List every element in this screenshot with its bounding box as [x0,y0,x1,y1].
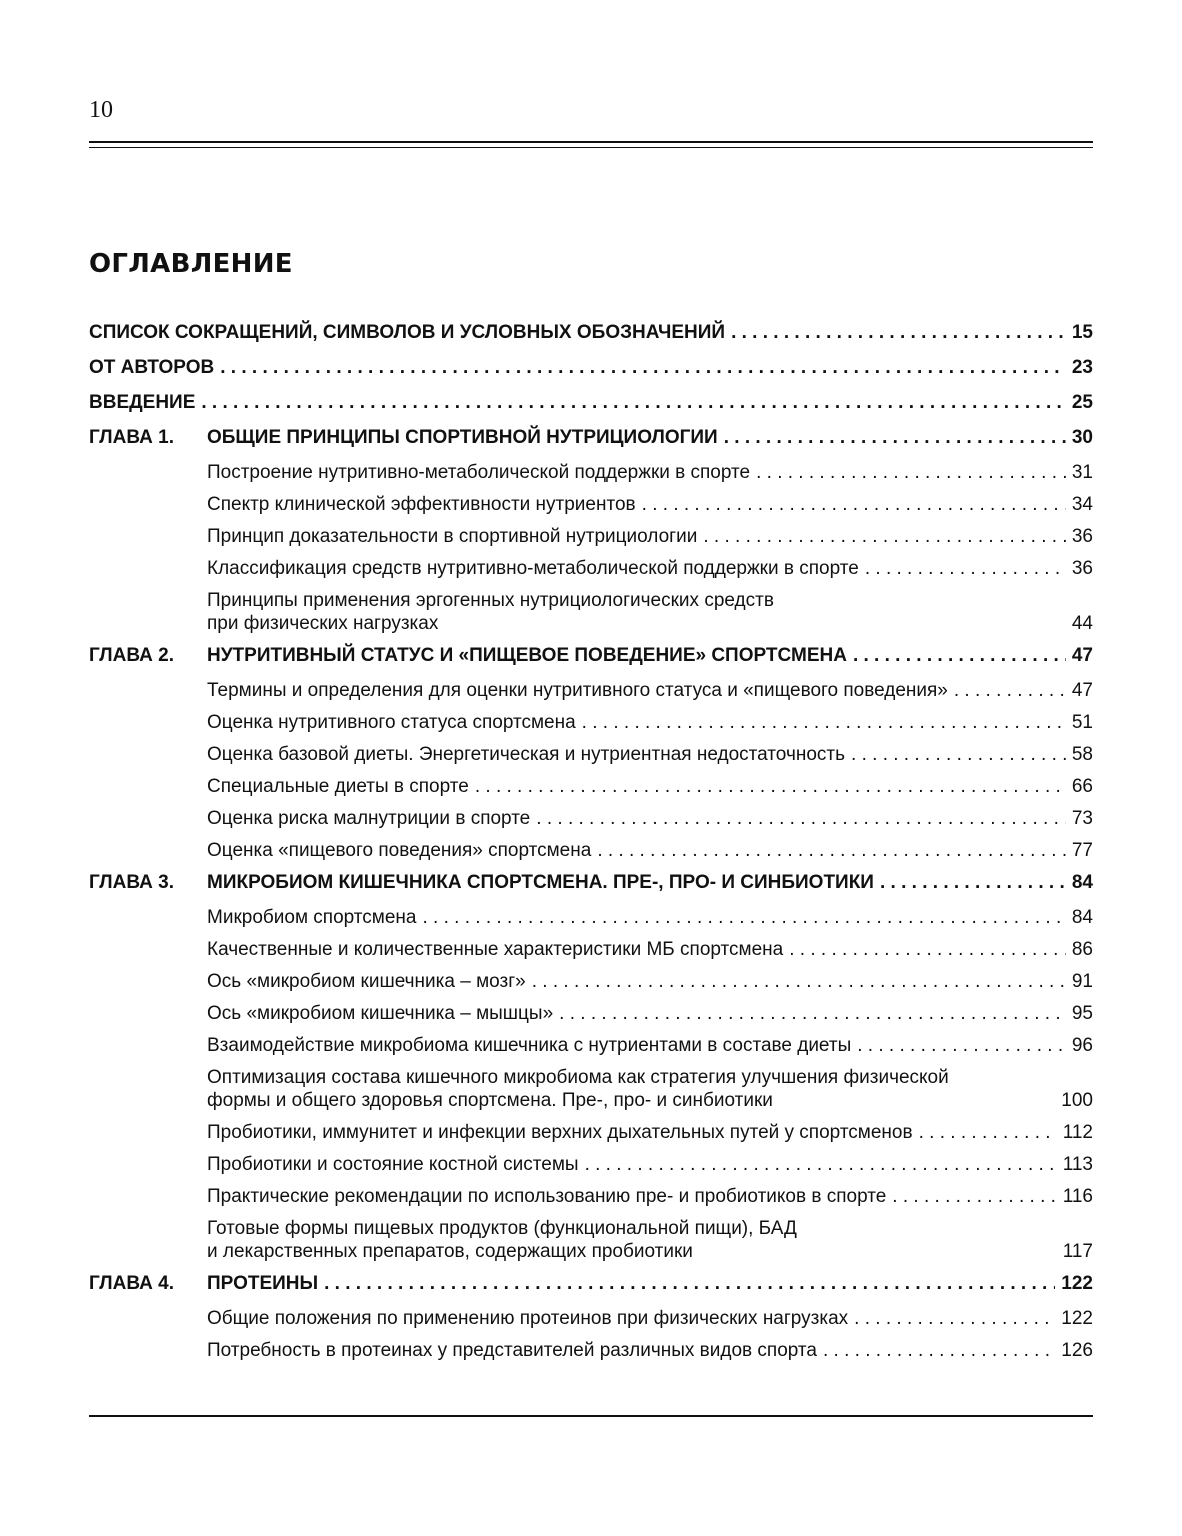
toc-section[interactable] [89,1121,1093,1144]
chapter-title: НУТРИТИВНЫЙ СТАТУС И «ПИЩЕВОЕ ПОВЕДЕНИЕ» СПОРТСМЕНА [207,645,847,666]
section-page: 116 [1062,1186,1093,1207]
toc-entry-page: 25 [1071,392,1093,413]
section-page: 31 [1071,462,1093,483]
toc-chapter-2[interactable] [89,644,1093,667]
section-page: 66 [1071,776,1093,797]
section-title-line1: Готовые формы пищевых продуктов (функциональной пищи), БАД [207,1218,797,1239]
section-page: 34 [1071,494,1093,515]
section-page: 44 [1071,613,1093,634]
toc-entry-title: СПИСОК СОКРАЩЕНИЙ, СИМВОЛОВ И УСЛОВНЫХ ОБОЗНАЧЕНИЙ [89,322,726,343]
dot-leader [865,557,1066,580]
toc-section[interactable] [89,711,1093,734]
chapter-title: ОБЩИЕ ПРИНЦИПЫ СПОРТИВНОЙ НУТРИЦИОЛОГИИ [207,427,718,448]
section-title: Построение нутритивно-метаболической поддержки в спорте [207,462,751,483]
page-number: 10 [89,97,113,123]
section-title: Термины и определения для оценки нутритивного статуса и «пищевого поведения» [207,680,948,701]
dot-leader [475,775,1066,798]
dot-leader [597,839,1066,862]
chapter-page: 84 [1071,872,1093,893]
chapter-page: 47 [1071,645,1093,666]
section-title: Оценка нутритивного статуса спортсмена [207,712,576,733]
section-title-line2: формы и общего здоровья спортсмена. Пре-, про- и синбиотики [207,1090,773,1111]
toc-section[interactable] [89,557,1093,580]
dot-leader [532,970,1066,993]
section-page: 73 [1071,808,1093,829]
chapter-page: 30 [1071,427,1093,448]
section-title: Специальные диеты в спорте [207,776,469,797]
dot-leader [854,1307,1055,1330]
dot-leader [559,1002,1066,1025]
toc-chapter-4[interactable] [89,1272,1093,1295]
section-page: 112 [1062,1122,1093,1143]
section-title: Микробиом спортсмена [207,907,417,928]
chapter-label: ГЛАВА 4. [89,1273,174,1294]
section-title-line2: и лекарственных препаратов, содержащих пробиотики [207,1241,693,1262]
dot-leader [220,356,1066,379]
dot-leader [642,493,1066,516]
section-page: 113 [1062,1154,1093,1175]
toc-section[interactable] [89,589,1093,635]
dot-leader [324,1272,1055,1295]
toc-section[interactable] [89,906,1093,929]
section-page: 122 [1061,1308,1093,1329]
section-title: Пробиотики и состояние костной системы [207,1154,579,1175]
section-page: 96 [1071,1035,1093,1056]
section-page: 47 [1071,680,1093,701]
toc-section[interactable] [89,1034,1093,1057]
dot-leader [954,679,1066,702]
footer-rule [89,1415,1093,1417]
toc-heading: ОГЛАВЛЕНИЕ [89,249,293,279]
dot-leader [582,711,1066,734]
toc-section[interactable] [89,679,1093,702]
section-page: 86 [1071,939,1093,960]
section-title: Практические рекомендации по использованию пре- и пробиотиков в спорте [207,1186,887,1207]
toc-entry-from-authors[interactable] [89,356,1093,379]
toc-entry-abbreviations[interactable] [89,321,1093,344]
toc-section[interactable] [89,839,1093,862]
dot-leader [851,743,1066,766]
toc-entry-title: ВВЕДЕНИЕ [89,392,196,413]
section-page: 58 [1071,744,1093,765]
chapter-title: ПРОТЕИНЫ [207,1273,319,1294]
toc-entry-page: 23 [1071,357,1093,378]
section-title: Ось «микробиом кишечника – мышцы» [207,1003,554,1024]
header-rule-thin [89,147,1093,148]
toc-entry-introduction[interactable] [89,391,1093,414]
section-title: Общие положения по применению протеинов при физических нагрузках [207,1308,849,1329]
header-rule-thick [89,141,1093,143]
section-title: Потребность в протеинах у представителей различных видов спорта [207,1340,817,1361]
toc-section[interactable] [89,775,1093,798]
section-page: 100 [1061,1090,1093,1111]
section-title: Принцип доказательности в спортивной нутрициологии [207,526,698,547]
toc-section[interactable] [89,461,1093,484]
section-page: 91 [1071,971,1093,992]
chapter-label: ГЛАВА 3. [89,872,174,893]
section-page: 117 [1062,1241,1093,1262]
section-title: Пробиотики, иммунитет и инфекции верхних дыхательных путей у спортсменов [207,1122,913,1143]
toc-section[interactable] [89,493,1093,516]
section-title: Ось «микробиом кишечника – мозг» [207,971,526,992]
section-title-line1: Оптимизация состава кишечного микробиома как стратегия улучшения физической [207,1067,949,1088]
section-title: Классификация средств нутритивно-метаболической поддержки в спорте [207,558,859,579]
section-title: Оценка риска малнутриции в спорте [207,808,531,829]
toc-section[interactable] [89,1185,1093,1208]
dot-leader [731,321,1066,344]
dot-leader [756,461,1066,484]
table-of-contents [89,321,1093,1371]
toc-section[interactable] [89,743,1093,766]
dot-leader [880,871,1066,894]
dot-leader [422,906,1065,929]
dot-leader [703,525,1066,548]
chapter-label: ГЛАВА 1. [89,427,174,448]
dot-leader [724,426,1066,449]
dot-leader [823,1339,1055,1362]
section-page: 36 [1071,526,1093,547]
toc-chapter-1[interactable] [89,426,1093,449]
section-page: 95 [1071,1003,1093,1024]
section-title: Оценка «пищевого поведения» спортсмена [207,840,592,861]
dot-leader [892,1185,1056,1208]
toc-entry-page: 15 [1071,322,1093,343]
toc-section[interactable] [89,525,1093,548]
toc-section[interactable] [89,807,1093,830]
toc-section[interactable] [89,1153,1093,1176]
section-page: 51 [1071,712,1093,733]
section-title: Взаимодействие микробиома кишечника с нутриентами в составе диеты [207,1035,852,1056]
section-title: Качественные и количественные характеристики МБ спортсмена [207,939,784,960]
section-title-line1: Принципы применения эргогенных нутрициологических средств [207,590,774,611]
toc-chapter-3[interactable] [89,871,1093,894]
toc-section[interactable] [89,1339,1093,1362]
section-page: 126 [1061,1340,1093,1361]
chapter-page: 122 [1061,1273,1093,1294]
dot-leader [585,1153,1057,1176]
section-page: 84 [1071,907,1093,928]
dot-leader [857,1034,1066,1057]
dot-leader [201,391,1065,414]
toc-section[interactable] [89,1066,1093,1112]
toc-section[interactable] [89,970,1093,993]
toc-section[interactable] [89,1217,1093,1263]
toc-section[interactable] [89,938,1093,961]
dot-leader [919,1121,1057,1144]
chapter-label: ГЛАВА 2. [89,645,174,666]
section-page: 36 [1071,558,1093,579]
chapter-title: МИКРОБИОМ КИШЕЧНИКА СПОРТСМЕНА. ПРЕ-, ПРО- И СИНБИОТИКИ [207,872,874,893]
dot-leader [536,807,1066,830]
section-title: Оценка базовой диеты. Энергетическая и нутриентная недостаточность [207,744,846,765]
toc-section[interactable] [89,1307,1093,1330]
section-page: 77 [1071,840,1093,861]
section-title: Спектр клинической эффективности нутриентов [207,494,636,515]
section-title-line2: при физических нагрузках [207,613,439,634]
dot-leader [853,644,1066,667]
toc-section[interactable] [89,1002,1093,1025]
toc-entry-title: ОТ АВТОРОВ [89,357,215,378]
dot-leader [789,938,1066,961]
